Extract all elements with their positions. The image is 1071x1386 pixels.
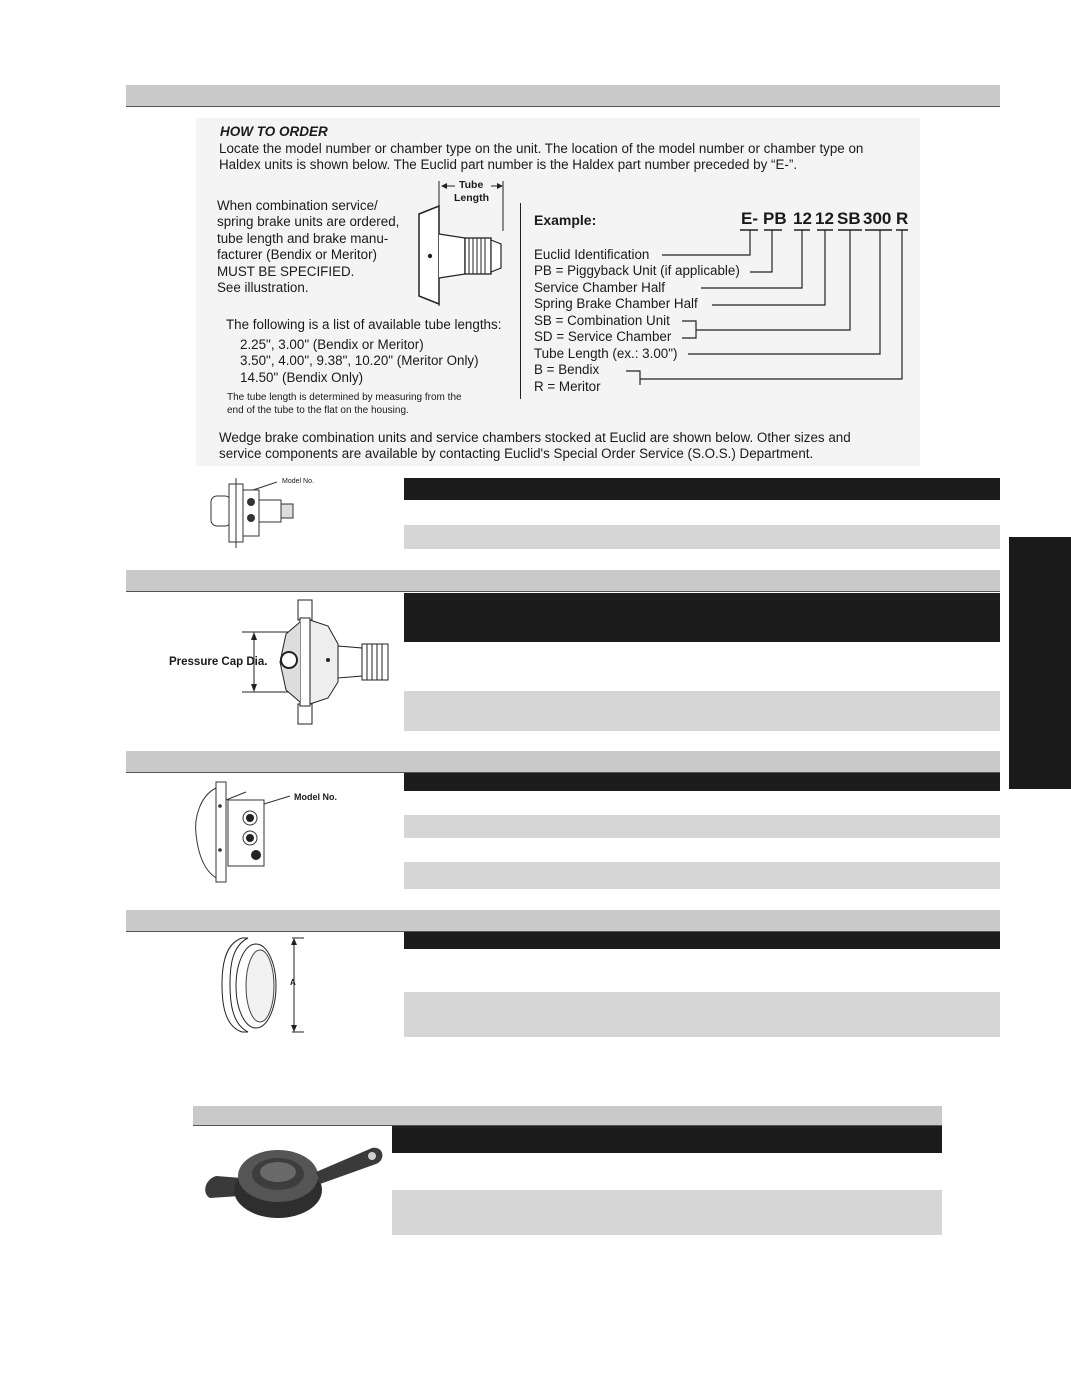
example-part-service: 12 [793, 209, 812, 228]
legend-piggyback: PB = Piggyback Unit (if applicable) [534, 263, 740, 278]
tube-length-2: 3.50", 4.00", 9.38", 10.20" (Meritor Only) [240, 353, 479, 368]
service-chamber-illustration [186, 778, 296, 886]
intro-line-1: Locate the model number or chamber type on the unit. The location of the model number or chamber type on [219, 141, 864, 156]
example-part-sb: SB [837, 209, 861, 228]
legend-euclid-id: Euclid Identification [534, 247, 650, 262]
combo-note-line-1: When combination service/ [217, 198, 378, 213]
section-divider [126, 106, 1000, 107]
dim-a-label: A [290, 978, 296, 987]
section-header-bar-3 [126, 751, 1000, 772]
legend-tube-length: Tube Length (ex.: 3.00") [534, 346, 678, 361]
combo-note-line-4: facturer (Bendix or Meritor) [217, 247, 377, 262]
legend-combination: SB = Combination Unit [534, 313, 670, 328]
section-header-bar [126, 85, 1000, 106]
legend-service-chamber: SD = Service Chamber [534, 329, 672, 344]
stock-note-line-2: service components are available by contacting Euclid's Special Order Service (S.O.S.) Department. [219, 446, 814, 461]
example-part-pb: PB [763, 209, 787, 228]
side-section-tab [1009, 537, 1071, 789]
tube-measure-note-1: The tube length is determined by measuring from the [227, 392, 462, 403]
legend-connectors [600, 225, 920, 385]
example-part-e: E- [741, 209, 758, 228]
example-part-300: 300 [863, 209, 892, 228]
legend-spring-half: Spring Brake Chamber Half [534, 296, 698, 311]
combo-note-line-5: MUST BE SPECIFIED. [217, 264, 355, 279]
table-header-1 [404, 478, 1000, 500]
table-header-5 [392, 1126, 942, 1153]
tube-label-line-2: Length [454, 192, 489, 204]
section-header-bar-5 [193, 1106, 942, 1125]
how-to-order-heading: HOW TO ORDER [220, 124, 328, 139]
diaphragm-illustration [218, 932, 312, 1038]
legend-bendix: B = Bendix [534, 362, 600, 377]
dust-cap-illustration [196, 1132, 386, 1236]
combo-note-line-6: See illustration. [217, 280, 309, 295]
table-header-2 [404, 593, 1000, 642]
column-divider [520, 203, 521, 399]
tube-list-title: The following is a list of available tube lengths: [226, 317, 502, 332]
example-part-spring: 12 [815, 209, 834, 228]
table-row-shaded-1 [404, 525, 1000, 549]
example-part-r: R [896, 209, 909, 228]
tube-length-3: 14.50" (Bendix Only) [240, 370, 364, 385]
stock-note-line-1: Wedge brake combination units and service chambers stocked at Euclid are shown below. Other sizes and [219, 430, 851, 445]
section-header-bar-4 [126, 910, 1000, 931]
pressure-cap-label: Pressure Cap Dia. [169, 656, 268, 668]
model-no-small-label: Model No. [282, 478, 314, 485]
example-label: Example: [534, 212, 597, 228]
combo-note-line-2: spring brake units are ordered, [217, 214, 400, 229]
table-row-shaded-5 [392, 1190, 942, 1235]
section-header-bar-2 [126, 570, 1000, 591]
model-no-label: Model No. [294, 792, 337, 802]
intro-line-2: Haldex units is shown below. The Euclid part number is the Haldex part number preceded by “E-”. [219, 157, 798, 172]
tube-measure-note-2: end of the tube to the flat on the housing. [227, 405, 409, 416]
table-row-shaded-3a [404, 815, 1000, 838]
table-row-shaded-4 [404, 992, 1000, 1037]
tube-label-line-1: Tube [459, 179, 484, 191]
table-header-3 [404, 773, 1000, 791]
combo-note-line-3: tube length and brake manu- [217, 231, 389, 246]
tube-length-1: 2.25", 3.00" (Bendix or Meritor) [240, 337, 424, 352]
table-row-shaded-2 [404, 691, 1000, 731]
section-divider-2 [126, 591, 1000, 592]
table-row-shaded-3b [404, 862, 1000, 889]
table-header-4 [404, 932, 1000, 949]
legend-service-half: Service Chamber Half [534, 280, 665, 295]
legend-meritor: R = Meritor [534, 379, 601, 394]
